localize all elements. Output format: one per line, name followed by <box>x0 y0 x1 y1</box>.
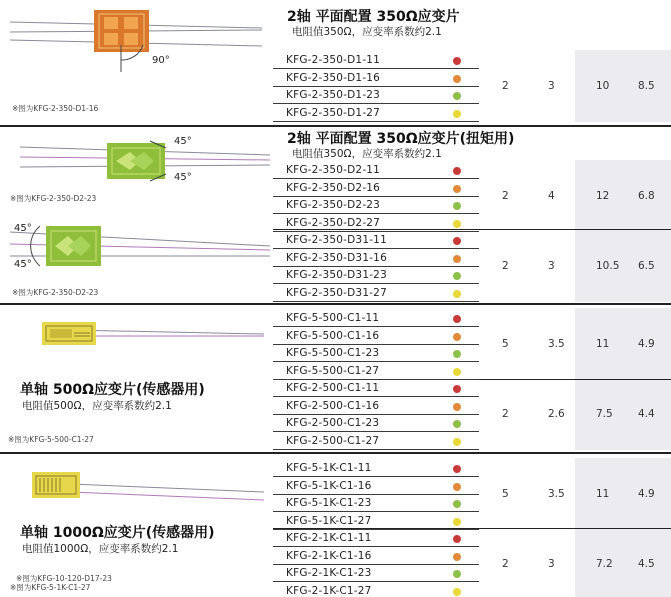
angle-label-45-bottom: 45° <box>174 172 192 183</box>
color-dot-icon <box>453 570 461 578</box>
color-dot-icon <box>453 368 461 376</box>
spec-value-v1: 2 <box>502 260 509 272</box>
spec-value-v4: 4.9 <box>638 338 655 350</box>
section-subtitle: 电阻值350Ω，应变率系数约2.1 <box>292 26 442 38</box>
color-dot-icon <box>453 167 461 175</box>
row-underline <box>273 449 479 450</box>
color-dot-icon <box>453 500 461 508</box>
product-code: KFG-2-500-C1-11 <box>286 382 380 394</box>
color-dot-icon <box>453 75 461 83</box>
angle-label-45-top-2: 45° <box>14 223 32 234</box>
product-code: KFG-2-350-D2-23 <box>286 199 381 211</box>
color-dot-icon <box>453 553 461 561</box>
product-code: KFG-2-1K-C1-16 <box>286 549 372 562</box>
section-subtitle: 电阻值1000Ω，应变率系数约2.1 <box>22 543 179 555</box>
spec-value-v2: 3 <box>548 260 555 272</box>
gauge-d31-icon <box>10 226 270 266</box>
color-dot-icon <box>453 420 461 428</box>
gauge-c1-1k-icon <box>32 472 264 500</box>
spec-value-v3: 7.5 <box>596 408 613 420</box>
color-dot-icon <box>453 92 461 100</box>
figure-caption: ※图为KFG-2-350-D2-23 <box>12 288 99 297</box>
section-title: 单轴 500Ω应变片(传感器用) <box>20 382 205 398</box>
spec-value-v3: 7.2 <box>596 558 613 570</box>
color-dot-icon <box>453 350 461 358</box>
product-code: KFG-5-500-C1-27 <box>286 364 380 377</box>
product-code: KFG-5-1K-C1-11 <box>286 462 372 474</box>
product-code: KFG-5-500-C1-16 <box>286 329 380 342</box>
product-row <box>273 583 479 597</box>
product-code: KFG-2-350-D2-27 <box>286 216 381 229</box>
color-dot-icon <box>453 315 461 323</box>
spec-value-v2: 2.6 <box>548 408 565 420</box>
section-subtitle: 电阻值350Ω，应变率系数约2.1 <box>292 148 442 160</box>
color-dot-icon <box>453 438 461 446</box>
product-code: KFG-2-500-C1-27 <box>286 434 380 447</box>
figure-caption: ※图为KFG-2-350-D1-16 <box>12 104 99 113</box>
product-code: KFG-5-1K-C1-27 <box>286 514 372 527</box>
product-code: KFG-2-500-C1-23 <box>286 417 380 429</box>
product-code: KFG-5-1K-C1-23 <box>286 497 372 509</box>
spec-value-v4: 6.8 <box>638 190 655 202</box>
product-code: KFG-2-1K-C1-23 <box>286 567 372 579</box>
spec-value-v2: 4 <box>548 190 555 202</box>
product-code: KFG-2-350-D1-11 <box>286 54 381 66</box>
color-dot-icon <box>453 535 461 543</box>
color-dot-icon <box>453 185 461 193</box>
product-code: KFG-2-500-C1-16 <box>286 399 380 412</box>
spec-value-v4: 4.4 <box>638 408 655 420</box>
color-dot-icon <box>453 237 461 245</box>
row-underline <box>273 301 479 302</box>
product-code: KFG-2-350-D31-16 <box>286 251 387 264</box>
spec-value-v3: 11 <box>596 338 610 350</box>
section-title: 单轴 1000Ω应变片(传感器用) <box>20 525 215 541</box>
spec-value-v3: 11 <box>596 488 610 500</box>
product-code: KFG-2-350-D2-11 <box>286 164 381 176</box>
figure-caption: ※图为KFG-10-120-D17-23 <box>16 574 112 583</box>
product-code: KFG-5-1K-C1-16 <box>286 479 372 492</box>
spec-value-v2: 3 <box>548 80 555 92</box>
angle-label-45-bottom-2: 45° <box>14 259 32 270</box>
product-code: KFG-2-350-D1-23 <box>286 89 381 101</box>
color-dot-icon <box>453 57 461 65</box>
product-code: KFG-2-350-D31-27 <box>286 286 387 299</box>
spec-value-v3: 10.5 <box>596 260 620 272</box>
color-dot-icon <box>453 290 461 298</box>
color-dot-icon <box>453 220 461 228</box>
section-title: 2轴 平面配置 350Ω应变片(扭矩用) <box>287 131 515 147</box>
color-dot-icon <box>453 588 461 596</box>
spec-value-v2: 3.5 <box>548 338 565 350</box>
spec-value-v2: 3 <box>548 558 555 570</box>
color-dot-icon <box>453 110 461 118</box>
color-dot-icon <box>453 465 461 473</box>
section-subtitle: 电阻值500Ω，应变率系数约2.1 <box>22 400 172 412</box>
color-dot-icon <box>453 255 461 263</box>
spec-value-v1: 2 <box>502 190 509 202</box>
section-title: 2轴 平面配置 350Ω应变片 <box>287 9 460 25</box>
row-underline <box>273 121 479 122</box>
product-code: KFG-2-1K-C1-27 <box>286 584 372 597</box>
product-code: KFG-2-1K-C1-11 <box>286 532 372 544</box>
angle-label-90: 90° <box>152 55 170 66</box>
figure-caption: ※图为KFG-5-1K-C1-27 <box>10 583 91 592</box>
gauge-d2-icon <box>20 141 270 181</box>
color-dot-icon <box>453 333 461 341</box>
angle-label-45-top: 45° <box>174 136 192 147</box>
spec-value-v1: 2 <box>502 80 509 92</box>
spec-value-v1: 5 <box>502 488 509 500</box>
spec-value-v3: 12 <box>596 190 610 202</box>
product-code: KFG-5-500-C1-11 <box>286 312 380 324</box>
product-code: KFG-2-350-D31-23 <box>286 269 387 281</box>
color-dot-icon <box>453 403 461 411</box>
spec-value-v1: 2 <box>502 558 509 570</box>
product-code: KFG-2-350-D1-16 <box>286 71 381 84</box>
color-dot-icon <box>453 518 461 526</box>
product-code: KFG-2-350-D2-16 <box>286 181 381 194</box>
spec-value-v4: 4.5 <box>638 558 655 570</box>
color-dot-icon <box>453 385 461 393</box>
product-code: KFG-2-350-D1-27 <box>286 106 381 119</box>
spec-value-v3: 10 <box>596 80 610 92</box>
figure-caption: ※图为KFG-2-350-D2-23 <box>10 194 97 203</box>
gauge-c1-500-icon <box>42 322 264 345</box>
figure-caption: ※图为KFG-5-500-C1-27 <box>8 435 94 444</box>
color-dot-icon <box>453 272 461 280</box>
spec-value-v4: 4.9 <box>638 488 655 500</box>
product-code: KFG-2-350-D31-11 <box>286 234 387 246</box>
spec-value-v4: 6.5 <box>638 260 655 272</box>
spec-value-v1: 2 <box>502 408 509 420</box>
spec-value-v2: 3.5 <box>548 488 565 500</box>
product-code: KFG-5-500-C1-23 <box>286 347 380 359</box>
spec-value-v4: 8.5 <box>638 80 655 92</box>
gauge-d1-icon <box>10 10 262 72</box>
spec-value-v1: 5 <box>502 338 509 350</box>
color-dot-icon <box>453 202 461 210</box>
color-dot-icon <box>453 483 461 491</box>
